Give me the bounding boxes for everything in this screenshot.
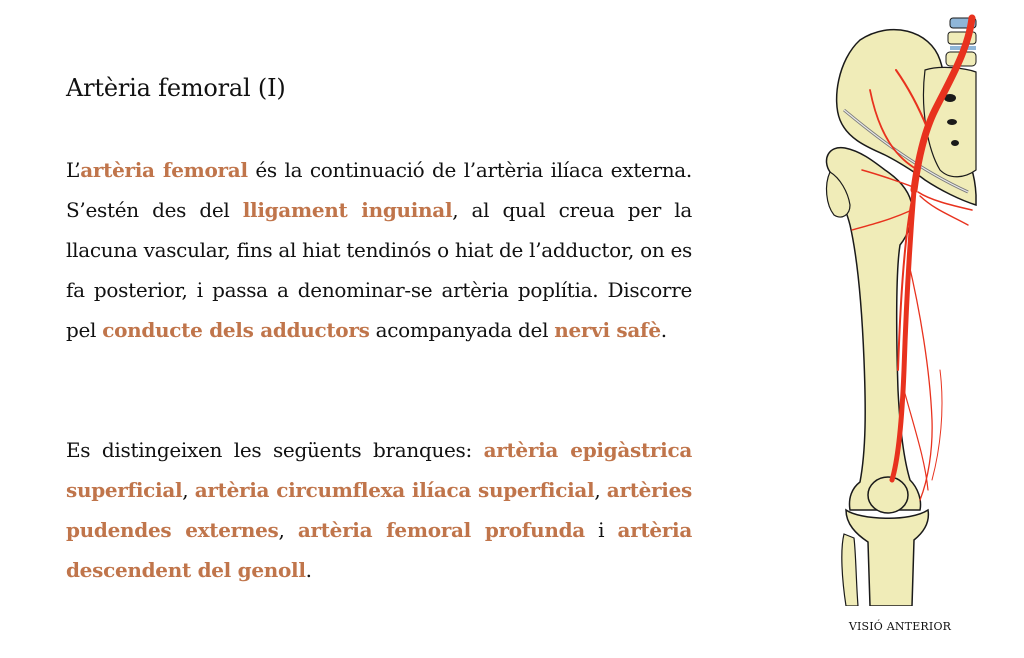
text-segment: acompanyada del bbox=[369, 318, 555, 342]
text-segment: . bbox=[305, 558, 312, 582]
tibia-bone bbox=[846, 510, 928, 606]
text-segment: , bbox=[278, 518, 298, 542]
page-title: Artèria femoral (I) bbox=[66, 74, 286, 102]
text-segment: és la continuació de l’artèria ilíaca externa. S’estén des del bbox=[66, 158, 692, 222]
branches-paragraph bbox=[66, 430, 692, 590]
link-conducte-adductors[interactable]: conducte dels adductors bbox=[102, 318, 370, 342]
text-segment: , bbox=[594, 478, 607, 502]
link-arteria-epigastrica-superficial[interactable]: artèria epigàstrica superficial bbox=[66, 438, 692, 502]
link-arteria-femoral-profunda[interactable]: artèria femoral profunda bbox=[297, 518, 585, 542]
description-paragraph bbox=[66, 150, 692, 350]
patella bbox=[868, 477, 908, 513]
link-nervi-safe[interactable]: nervi safè bbox=[554, 318, 661, 342]
text-segment: , bbox=[182, 478, 195, 502]
link-arteria-femoral[interactable]: artèria femoral bbox=[80, 158, 248, 182]
fibula-bone bbox=[842, 534, 858, 606]
link-lligament-inguinal[interactable]: lligament inguinal bbox=[242, 198, 453, 222]
text-segment: , al qual creua per la llacuna vascular, fins al hiat tendinós o hiat de l’adductor, on es fa posterior, i passa a denominar-se artèria poplítia. Discorre pel bbox=[66, 198, 693, 342]
link-arteria-descendent-genoll[interactable]: artèria descendent del genoll bbox=[66, 518, 692, 582]
link-arteria-circumflexa-iliaca-superficial[interactable]: artèria circumflexa ilíaca superficial bbox=[194, 478, 595, 502]
text-segment: . bbox=[660, 318, 667, 342]
femoral-artery-illustration bbox=[800, 10, 990, 606]
text-segment: L’ bbox=[66, 158, 81, 182]
link-arteries-pudendes-externes[interactable]: artèries pudendes externes bbox=[66, 478, 692, 542]
figure-caption: VISIÓ ANTERIOR bbox=[848, 620, 952, 633]
text-segment: Es distingeixen les següents branques: bbox=[66, 438, 484, 462]
text-segment: i bbox=[584, 518, 618, 542]
